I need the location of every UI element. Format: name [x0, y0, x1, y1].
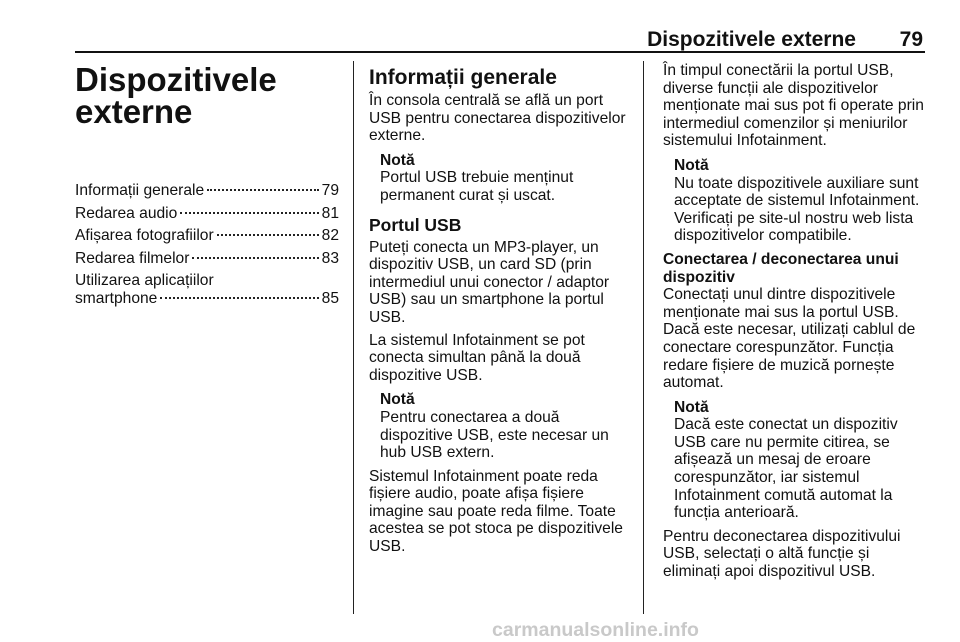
paragraph: La sistemul Infotainment se pot conecta simultan până la două dispozitive USB.	[369, 331, 585, 384]
table-of-contents	[75, 182, 339, 308]
paragraph: În consola centrală se află un port USB pentru conectarea dispozitivelor externe.	[369, 92, 626, 145]
toc-entry[interactable]: Redarea filmelor 83	[75, 249, 339, 267]
paragraph: În timpul conectării la portul USB, diverse funcții ale dispozitivelor menționate mai sus pot fi operate prin intermediul comenzilor și meniurilor sistemului Infotainment.	[663, 62, 924, 150]
toc-entry[interactable]: Utilizarea aplicațiilor smartphone 85	[75, 272, 339, 307]
paragraph: Pentru deconectarea dispozitivului USB, selectați o altă funcție și eliminați apoi dispozitivul USB.	[663, 527, 901, 581]
note-box: Notă Pentru conectarea a două dispozitive USB, este necesar un hub USB extern.	[380, 391, 609, 462]
running-header-title: Dispozitivele externe	[647, 28, 856, 51]
column-divider-2	[643, 61, 644, 614]
header-rule	[75, 51, 925, 53]
chapter-title: Dispozitivele externe	[75, 61, 277, 130]
watermark: carmanualsonline.info	[492, 619, 699, 641]
content-column-2	[369, 62, 637, 561]
toc-column	[75, 62, 339, 313]
subsection-heading: Portul USB	[369, 214, 462, 235]
content-column-3	[663, 62, 931, 586]
note-box: Notă Portul USB trebuie menținut permanent curat și uscat.	[380, 151, 574, 204]
toc-entry[interactable]: Afișarea fotografiilor 82	[75, 227, 339, 245]
column-divider-1	[353, 61, 354, 614]
note-box: Notă Nu toate dispozitivele auxiliare sunt acceptate de sistemul Infotainment. Verificați pe site-ul nostru web lista dispozitivelor compatibile.	[674, 156, 920, 245]
paragraph: Conectați unul dintre dispozitivele menționate mai sus la portul USB. Dacă este necesar, utilizați cablul de conectare corespunzător. Funcția redare fișiere de muzică pornește automat.	[663, 286, 916, 392]
subsection-heading: Conectarea / deconectarea unui dispozitiv	[663, 250, 899, 286]
page-number: 79	[899, 28, 923, 51]
paragraph: Sistemul Infotainment poate reda fișiere audio, poate afișa fișiere imagine sau poate reda filme. Toate acestea se pot stoca pe dispozitivele USB.	[369, 467, 623, 556]
toc-entry[interactable]: Informații generale 79	[75, 182, 339, 199]
paragraph: Puteți conecta un MP3-player, un dispozitiv USB, un card SD (prin intermediul unui conector / adaptor USB) sau un smartphone la portul USB.	[369, 238, 610, 326]
toc-entry[interactable]: Redarea audio 81	[75, 204, 339, 222]
note-box: Notă Dacă este conectat un dispozitiv USB care nu permite citirea, se afișează un mesaj de eroare corespunzător, iar sistemul Infotainment comută automat la funcția anterioară.	[674, 398, 898, 522]
section-heading: Informații generale	[369, 66, 557, 89]
